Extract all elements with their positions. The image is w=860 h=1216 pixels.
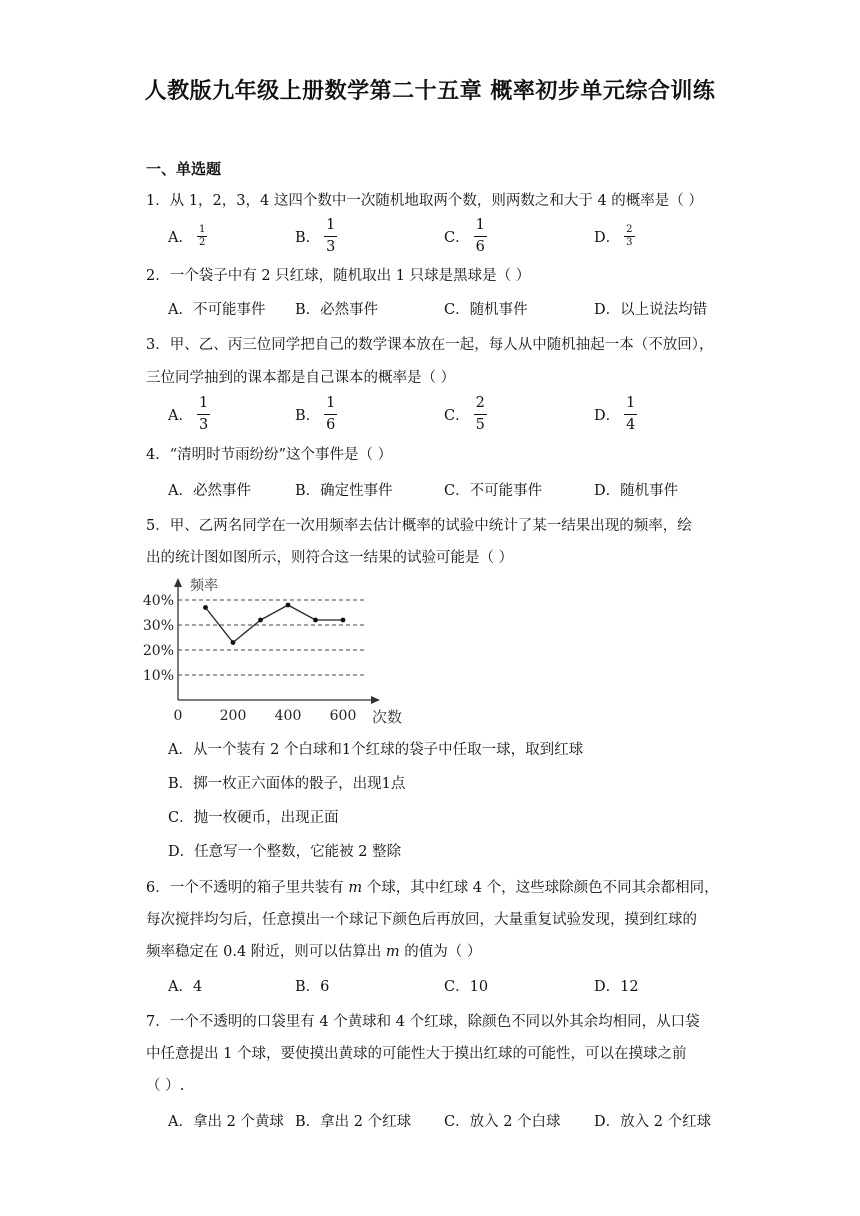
q6-option-a[interactable]: A．4 [168, 979, 203, 995]
q2-option-d[interactable]: D．以上说法均错 [594, 302, 708, 318]
fraction: $\frac{1}{3}$ [198, 395, 209, 433]
q5-option-c[interactable]: C．抛一枚硬币，出现正面 [168, 810, 339, 826]
y-tick-label: 40% [142, 593, 174, 609]
fraction: $\frac{1}{6}$ [475, 217, 485, 255]
q7-option-b[interactable]: B．拿出 2 个红球 [295, 1114, 412, 1130]
y-tick-label: 10% [142, 668, 174, 684]
q6-option-b[interactable]: B．6 [295, 979, 330, 995]
q7-option-a[interactable]: A．拿出 2 个黄球 [168, 1114, 284, 1130]
question-5-stem-line1: 5．甲、乙两名同学在一次用频率去估计概率的试验中统计了某一结果出现的频率，绘 [146, 518, 692, 534]
data-point [341, 618, 346, 623]
fraction: $\frac{1}{3}$ [326, 217, 336, 255]
x-tick-label: 600 [329, 708, 357, 724]
question-7-stem-line2: 中任意提出 1 个球，要使摸出黄球的可能性大于摸出红球的可能性，可以在摸球之前 [146, 1046, 687, 1062]
fraction: $\frac{1}{4}$ [626, 395, 636, 433]
fraction: $\frac{1}{2}$ [198, 223, 206, 248]
x-tick-label: 0 [173, 708, 183, 724]
x-tick-label: 400 [274, 708, 302, 724]
q3-option-a[interactable]: A． $\frac{1}{3}$ [168, 395, 209, 433]
q6-option-c[interactable]: C．10 [444, 979, 489, 995]
q3-option-c[interactable]: C． $\frac{2}{5}$ [444, 395, 485, 433]
fraction: $\frac{1}{6}$ [326, 395, 336, 433]
q7-option-c[interactable]: C．放入 2 个白球 [444, 1114, 561, 1130]
y-axis-label: 频率 [190, 578, 218, 594]
q5-option-d[interactable]: D．任意写一个整数，它能被 2 整除 [168, 844, 402, 860]
question-4-options [168, 479, 728, 499]
data-point [203, 605, 208, 610]
question-5-stem-line2: 出的统计图如图所示，则符合这一结果的试验可能是（ ） [146, 550, 514, 566]
question-2-stem: 2．一个袋子中有 2 只红球，随机取出 1 只球是黑球是（ ） [146, 268, 531, 284]
x-tick-label: 200 [219, 708, 247, 724]
fraction: $\frac{2}{3}$ [626, 223, 633, 248]
q1-option-b[interactable]: B． $\frac{1}{3}$ [295, 217, 336, 255]
section-heading: 一、单选题 [146, 160, 222, 178]
question-2-options [168, 298, 728, 318]
q1-option-a[interactable]: A． $\frac{1}{2}$ [168, 223, 206, 248]
x-axis-label: 次数 [372, 708, 403, 726]
fraction: $\frac{2}{5}$ [475, 395, 485, 433]
q5-option-a[interactable]: A．从一个装有 2 个白球和1个红球的袋子中任取一球，取到红球 [168, 742, 584, 758]
y-axis-arrow [174, 578, 182, 587]
question-6-options [168, 975, 728, 995]
data-point [231, 640, 236, 645]
q5-option-b[interactable]: B．掷一枚正六面体的骰子，出现1点 [168, 776, 406, 792]
q6-option-d[interactable]: D．12 [594, 979, 639, 995]
question-1-stem: 1．从 1，2，3，4 这四个数中一次随机地取两个数，则两数之和大于 4 的概率是（ ） [146, 193, 703, 209]
q2-option-c[interactable]: C．随机事件 [444, 302, 528, 318]
q4-option-b[interactable]: B．确定性事件 [295, 483, 393, 499]
question-6-stem-line2: 每次搅拌均匀后，任意摸出一个球记下颜色后再放回，大量重复试验发现，摸到红球的 [146, 912, 697, 928]
q4-option-a[interactable]: A．必然事件 [168, 483, 251, 499]
question-6-stem-line1: 6．一个不透明的箱子里共装有 m 个球，其中红球 4 个，这些球除颜色不同其余都相同， [146, 880, 719, 896]
question-6-stem-line3: 频率稳定在 0.4 附近，则可以估算出 m 的值为（ ） [146, 944, 482, 960]
data-point [258, 618, 263, 623]
q7-option-d[interactable]: D．放入 2 个红球 [594, 1114, 712, 1130]
question-3-stem-line1: 3．甲、乙、丙三位同学把自己的数学课本放在一起，每人从中随机抽起一本（不放回）， [146, 337, 714, 353]
question-4-stem: 4．“清明时节雨纷纷”这个事件是（ ） [146, 447, 393, 463]
q4-option-d[interactable]: D．随机事件 [594, 483, 679, 499]
y-tick-label: 30% [142, 618, 174, 634]
question-7-stem-line1: 7．一个不透明的口袋里有 4 个黄球和 4 个红球，除颜色不同以外其余均相同，从口袋 [146, 1014, 700, 1030]
q2-option-b[interactable]: B．必然事件 [295, 302, 379, 318]
question-7-stem-line3: （ ）. [146, 1078, 185, 1094]
page-title: 人教版九年级上册数学第二十五章 概率初步单元综合训练 [144, 79, 716, 104]
question-7-options [168, 1110, 728, 1130]
q1-option-d[interactable]: D． $\frac{2}{3}$ [594, 223, 633, 248]
x-axis-arrow [371, 696, 380, 704]
q3-option-d[interactable]: D． $\frac{1}{4}$ [594, 395, 636, 433]
q4-option-c[interactable]: C．不可能事件 [444, 483, 543, 499]
series-line [206, 605, 344, 643]
q2-option-a[interactable]: A．不可能事件 [168, 302, 266, 318]
frequency-line-chart [140, 572, 420, 732]
q3-option-b[interactable]: B． $\frac{1}{6}$ [295, 395, 336, 433]
y-tick-label: 20% [142, 643, 174, 659]
data-point [313, 618, 318, 623]
q1-option-c[interactable]: C． $\frac{1}{6}$ [444, 217, 485, 255]
question-3-stem-line2: 三位同学抽到的课本都是自己课本的概率是（ ） [146, 370, 456, 386]
data-point [286, 603, 291, 608]
